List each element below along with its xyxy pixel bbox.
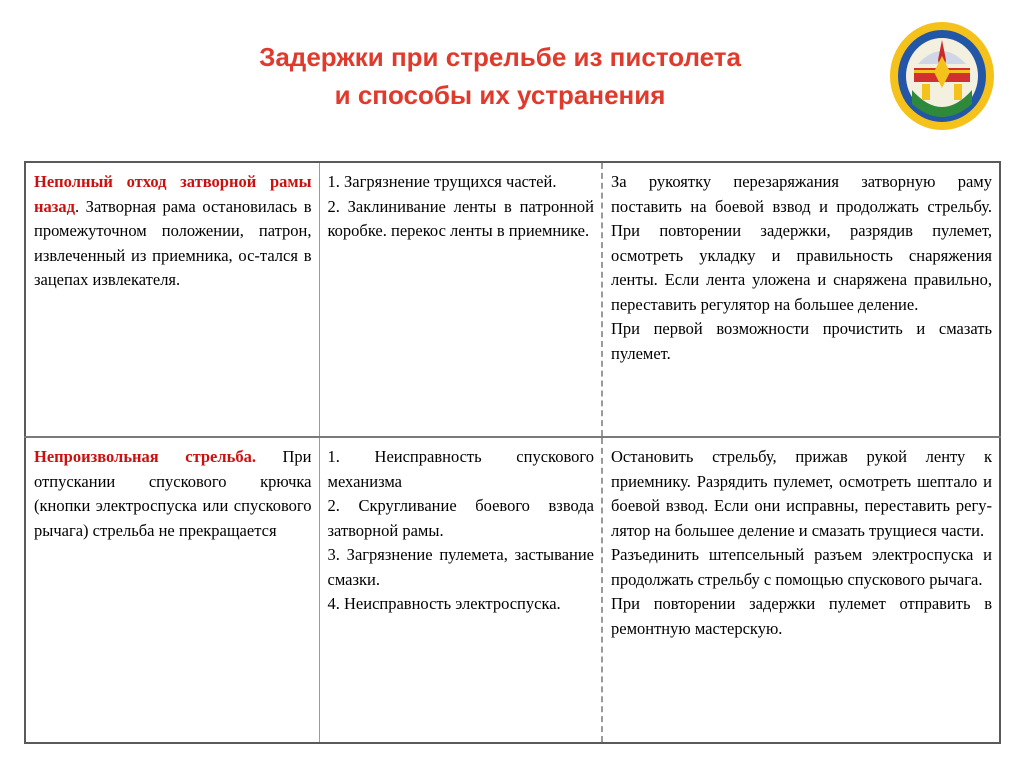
military-school-emblem-icon — [888, 20, 996, 132]
reasons-cell — [319, 162, 602, 437]
remedy-cell — [602, 162, 1000, 437]
remedy-paragraph: Разъединить штепсельный разъем электроспуска и продолжать стрельбу с помощью спускового рычага. — [611, 545, 992, 589]
reason-item: 1. Неисправность спускового механизма — [327, 447, 594, 491]
reason-item: 3. Загрязнение пулемета, застывание смазки. — [327, 545, 594, 589]
remedy-paragraph: При первой возможности прочистить и смазать пулемет. — [611, 319, 992, 363]
reason-item: 2. Заклинивание ленты в патронной коробке. перекос ленты в приемнике. — [327, 196, 594, 240]
table-row — [25, 437, 1000, 743]
remedy-paragraph: За рукоятку перезаряжания затворную раму поставить на боевой взвод и продолжать стрельбу. При повторении задержки, разрядив пулемет, осмотреть укладку и правильность снаряжения ленты. Если лента уложена и снаряжена правильно, переставить регулятор на большее деление. — [611, 172, 992, 314]
remedy-paragraph: При повторении задержки пулемет отправить в ремонтную мастерскую. — [611, 594, 992, 638]
cause-cell — [25, 162, 319, 437]
cause-title: Непроизвольная стрельба. — [34, 447, 256, 466]
remedy-cell — [602, 437, 1000, 743]
reason-item: 2. Скругливание боевого взвода затворной рамы. — [327, 496, 594, 540]
malfunctions-table — [24, 161, 1001, 744]
table-row — [25, 162, 1000, 437]
cause-description: При отпускании спускового крючка (кнопки электроспуска или спускового рычага) стрельба не прекращается — [34, 447, 312, 540]
slide-title — [150, 38, 850, 114]
remedy-paragraph: Остановить стрельбу, прижав рукой ленту к приемнику. Разрядить пулемет, осмотреть шептало и боевой взвод. Если они исправны, переставить регу-лятор на большее деление и смазать трущиеся части. — [611, 447, 992, 540]
cause-title: Неполный отход затворной рамы назад — [34, 172, 312, 216]
reasons-cell — [319, 437, 602, 743]
cause-cell — [25, 437, 319, 743]
cause-description: . Затворная рама остановилась в промежуточном положении, патрон, извлеченный из приемника, ос-тался в зацепах извлекателя. — [34, 196, 312, 289]
slide-title-line-1: Задержки при стрельбе из пистолета — [259, 42, 741, 72]
reason-item: 4. Неисправность электроспуска. — [327, 594, 561, 613]
reason-item: 1. Загрязнение трущихся частей. — [327, 172, 557, 191]
slide-title-line-2: и способы их устранения — [334, 80, 666, 110]
